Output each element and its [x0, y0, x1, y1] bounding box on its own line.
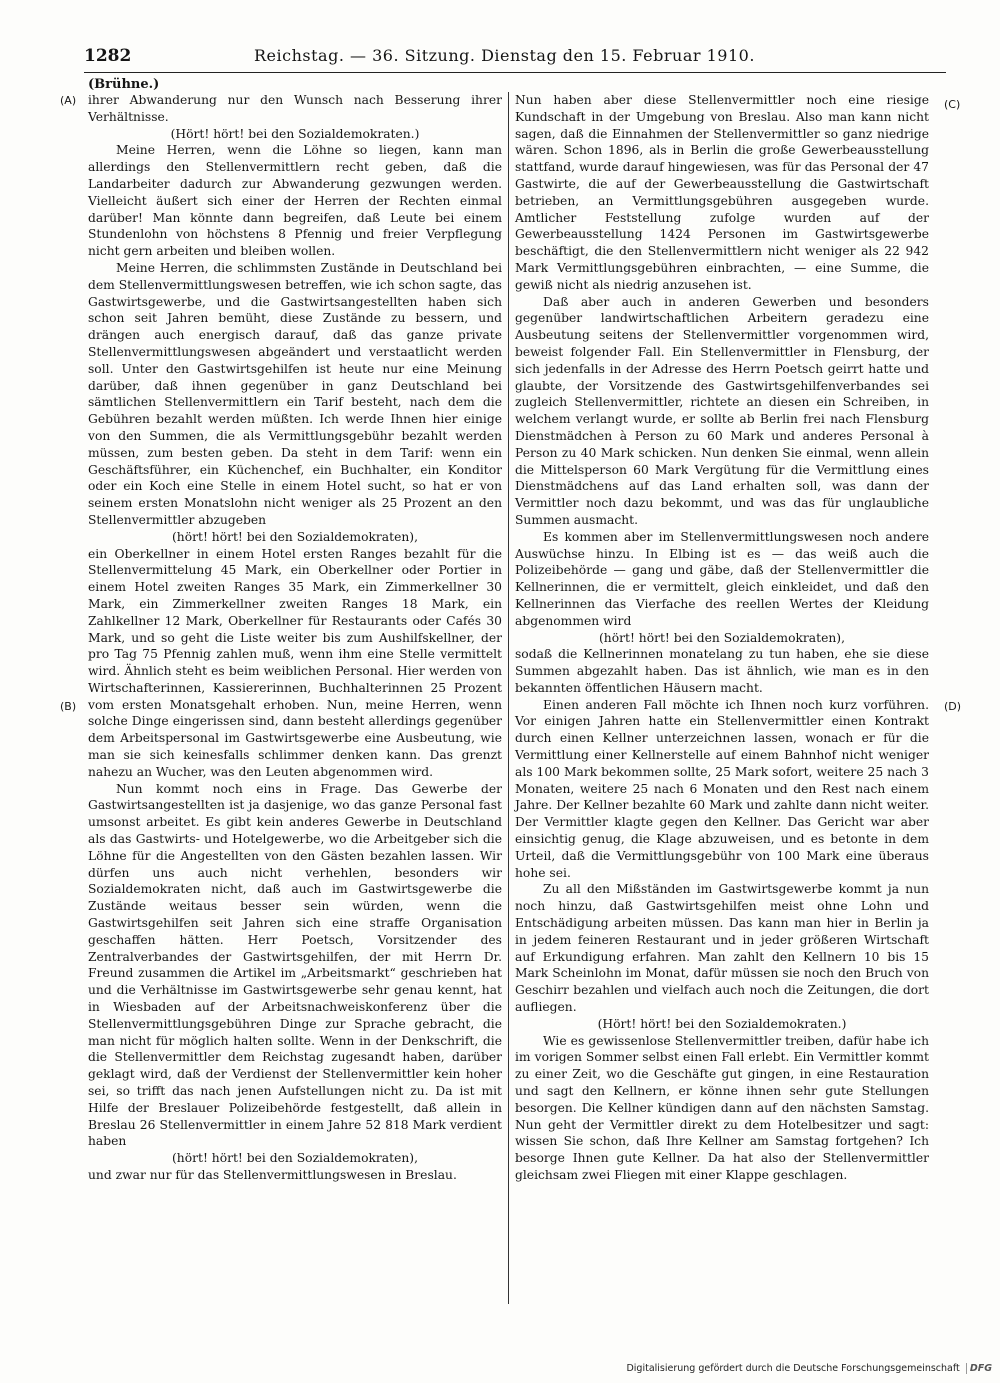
paragraph: sodaß die Kellnerinnen monatelang zu tun haben, ehe sie diese Summen abgezahlt haben. Das ist ähnlich, wie man es in den bekannten öffentlichen Häusern macht.: [515, 647, 929, 695]
dfg-logo: DFG: [966, 1363, 992, 1374]
left-column: [88, 92, 502, 1184]
margin-marker-d: (D): [944, 700, 962, 713]
paragraph: ihrer Abwanderung nur den Wunsch nach Besserung ihrer Verhältnisse.: [88, 93, 502, 124]
column-divider: [508, 92, 509, 1304]
header-rule: [84, 72, 946, 73]
interjection: (Hört! hört! bei den Sozialdemokraten.): [597, 1016, 847, 1031]
page-number: 1282: [84, 46, 132, 66]
running-title: Reichstag. — 36. Sitzung. Dienstag den 15. Februar 1910.: [254, 46, 755, 65]
paragraph: Zu all den Mißständen im Gastwirtsgewerbe kommt ja nun noch hinzu, daß Gastwirtsgehilfen meist ohne Lohn und Entschädigung arbeiten müssen. Das kann man hier in Berlin ja in jedem feineren Restaurant und in jeder größeren Wirtschaft auf Erkundigung erfahren. Man zahlt den Kellnern 10 bis 15 Mark Scheinlohn im Monat, dafür müssen sie noch den Bruch von Geschirr bezahlen und vielfach auch noch die Zeitungen, die dort aufliegen.: [515, 882, 929, 1015]
interjection: (hört! hört! bei den Sozialdemokraten),: [172, 529, 418, 544]
margin-marker-c: (C): [944, 98, 961, 111]
margin-marker-b: (B): [60, 700, 77, 713]
paragraph: Meine Herren, wenn die Löhne so liegen, kann man allerdings den Stellenvermittlern recht geben, daß die Landarbeiter dadurch zur Abwanderung gezwungen werden. Vielleicht äußert sich einer der Herren der Rechten einmal darüber! Man könnte dann begreifen, daß Leute bei einem Stundenlohn von höchstens 8 Pfennig und freier Verpflegung nicht gern arbeiten und bleiben wollen.: [88, 143, 502, 259]
paragraph: Daß aber auch in anderen Gewerben und besonders gegenüber landwirtschaftlichen Arbeitern geradezu eine Ausbeutung seitens der Stellenvermittler vorgenommen wird, beweist folgender Fall. Ein Stellenvermittler in Flensburg, der sich jedenfalls in der Adresse des Herrn Poetsch geirrt hatte und glaubte, der Vorsitzende des Gastwirtsgehilfenverbandes sei zugleich Stellenvermittler, richtete an diesen ein Schreiben, in welchem verlangt wurde, er sollte ab Berlin frei nach Flensburg Dienstmädchen à Person zu 60 Mark und anderes Personal à Person zu 40 Mark schicken. Nun denken Sie einmal, wenn allein die Mittelsperson 60 Mark Vergütung für die Vermittlung eines Dienstmädchens auf das Land erhalten soll, was dann der Vermittler noch dazu bekommt, und was das für unglaubliche Summen ausmacht.: [515, 294, 929, 527]
page-header: [84, 46, 944, 72]
margin-marker-a: (A): [60, 94, 77, 107]
interjection: (hört! hört! bei den Sozialdemokraten),: [172, 1151, 418, 1166]
paragraph: und zwar nur für das Stellenvermittlungswesen in Breslau.: [88, 1168, 457, 1182]
paragraph: Es kommen aber im Stellenvermittlungswesen noch andere Auswüchse hinzu. In Elbing ist es — das weiß auch die Polizeibehörde — gang und gäbe, daß der Stellenvermittler die Kellnerinnen, die er vermittelt, gleich einkleidet, und daß den Kellnerinnen das Vierfache des reellen Wertes der Kleidung abgenommen wird: [515, 529, 929, 628]
paragraph: Einen anderen Fall möchte ich Ihnen noch kurz vorführen. Vor einigen Jahren hatte ein Stellenvermittler einen Kontrakt durch einen Kellner unterzeichnen lassen, wonach er für die Vermittlung einer Kellnerstelle auf einem Bahnhof nicht weniger als 100 Mark bekommen sollte, 25 Mark sofort, weitere 25 nach 3 Monaten, weitere 25 nach 6 Monaten und den Rest nach einem Jahre. Der Kellner bezahlte 60 Mark und zahlte dann nicht weiter. Der Vermittler klagte gegen den Kellner. Das Gericht war aber einsichtig genug, die Klage abzuweisen, und es betonte in dem Urteil, daß die Vermittlungsgebühr von 100 Mark eine überaus hohe sei.: [515, 697, 929, 880]
right-column: [515, 92, 929, 1184]
speaker-name: (Brühne.): [88, 77, 160, 92]
paragraph: Nun kommt noch eins in Frage. Das Gewerbe der Gastwirtsangestellten ist ja dasjenige, wo das ganze Personal fast umsonst arbeitet. Es gibt kein anderes Gewerbe in Deutschland als das Gastwirts- und Hotelgewerbe, wo die Arbeitgeber sich die Löhne für die Angestellten von den Gästen bezahlen lassen. Wir dürfen uns auch nicht verhehlen, besonders wir Sozialdemokraten nicht, daß auch im Gastwirtsgewerbe die Zustände weitaus besser sein würden, wenn die Gastwirtsgehilfen seit Jahren sich eine straffe Organisation geschaffen hätten. Herr Poetsch, Vorsitzender des Zentralverbandes der Gastwirtsgehilfen, der mit Herrn Dr. Freund zusammen die Artikel im „Arbeitsmarkt“ geschrieben hat und die Verhältnisse im Gastwirtsgewerbe sehr genau kennt, hat in Wiesbaden auf der Arbeitsnachweiskonferenz über die Stellenvermittlungsgebühren Dinge zur Sprache gebracht, die man nicht für möglich halten sollte. Wenn in der Denkschrift, die die Stellenvermittler dem Reichstag zugesandt haben, darüber geklagt wird, daß der Verdienst der Stellenvermittler kein hoher sei, so trifft das nach jenen Aufstellungen nicht zu. Da ist mit Hilfe der Breslauer Polizeibehörde festgestellt, daß allein in Breslau 26 Stellenvermittler in einem Jahre 52 818 Mark verdient haben: [88, 781, 502, 1149]
paragraph: Wie es gewissenlose Stellenvermittler treiben, dafür habe ich im vorigen Sommer selbst einen Fall erlebt. Ein Vermittler kommt zu einer Zeit, wo die Geschäfte gut gingen, in eine Restauration und sagt den Kellnern, er könne ihnen sehr gute Stellungen besorgen. Die Kellner kündigen dann auf den nächsten Samstag. Nun geht der Vermittler direkt zu dem Hotelbesitzer und sagt: wissen Sie schon, daß Ihre Kellner am Samstag fortgehen? Ich besorge Ihnen gute Kellner. Da hat also der Stellenvermittler gleichsam zwei Fliegen mit einer Klappe geschlagen.: [515, 1033, 929, 1182]
footer-credit: [626, 1363, 992, 1374]
paragraph: ein Oberkellner in einem Hotel ersten Ranges bezahlt für die Stellenvermittelung 45 Mark, ein Oberkellner oder Portier in einem Hotel zweiten Ranges 35 Mark, ein Zimmerkellner 30 Mark, ein Zimmerkellner zweiten Ranges 18 Mark, ein Zahlkellner 12 Mark, Oberkellner für Restaurants oder Cafés 30 Mark, und so geht die Liste weiter bis zum Aushilfskellner, der pro Tag 75 Pfennig zahlen muß, wenn ihm eine Stelle vermittelt wird. Ähnlich steht es beim weiblichen Personal. Hier werden von Wirtschafterinnen, Kassiererinnen, Buchhalterinnen 25 Prozent vom ersten Monatsgehalt erhoben. Nun, meine Herren, wenn solche Dinge eingerissen sind, dann besteht allerdings gegenüber dem Arbeitspersonal im Gastwirtsgewerbe eine Ausbeutung, wie man sie sich keinesfalls schlimmer denken kann. Das grenzt nahezu an Wucher, was den Leuten abgenommen wird.: [88, 546, 502, 779]
paragraph: Nun haben aber diese Stellenvermittler noch eine riesige Kundschaft in der Umgebung von Breslau. Also man kann nicht sagen, daß die Einnahmen der Stellenvermittler so ganz niedrige wären. Schon 1896, als in Berlin die große Gewerbeausstellung stattfand, wurde darauf hingewiesen, was für das Personal der 47 Gastwirte, die auf der Gewerbeausstellung die Gastwirtschaft betrieben, an Vermittlungsgebühren ausgegeben wurde. Amtlicher Feststellung zufolge wurden auf der Gewerbeausstellung 1424 Personen im Gastwirtsgewerbe beschäftigt, die den Stellenvermittlern nicht weniger als 22 942 Mark Vermittlungsgebühren einbrachten, — eine Summe, die gewiß nicht als niedrig anzusehen ist.: [515, 93, 929, 292]
footer-text: Digitalisierung gefördert durch die Deutsche Forschungsgemeinschaft: [626, 1363, 960, 1374]
interjection: (Hört! hört! bei den Sozialdemokraten.): [170, 126, 420, 141]
interjection: (hört! hört! bei den Sozialdemokraten),: [599, 630, 845, 645]
paragraph: Meine Herren, die schlimmsten Zustände in Deutschland bei dem Stellenvermittlungswesen betreffen, wie ich schon sagte, das Gastwirtsgewerbe, und die Gastwirtsangestellten haben sich schon seit Jahren bemüht, diese Zustände zu bessern, und drängen auch energisch darauf, daß das ganze private Stellenvermittlungswesen abgeändert und verstaatlicht werden soll. Unter den Gastwirtsgehilfen ist heute nur eine Meinung darüber, daß ihnen gegenüber in ganz Deutschland bei sämtlichen Stellenvermittlern ein Tarif besteht, nach dem die Gebühren bezahlt werden müßten. Ich werde Ihnen hier einige von den Summen, die als Vermittlungsgebühr bezahlt werden müssen, zum besten geben. Da steht in dem Tarif: wenn ein Geschäftsführer, ein Küchenchef, ein Buchhalter, ein Konditor oder ein Koch eine Stelle in einem Hotel sucht, so hat er von seinem ersten Monatslohn nicht weniger als 25 Prozent an den Stellenvermittler abzugeben: [88, 260, 502, 527]
